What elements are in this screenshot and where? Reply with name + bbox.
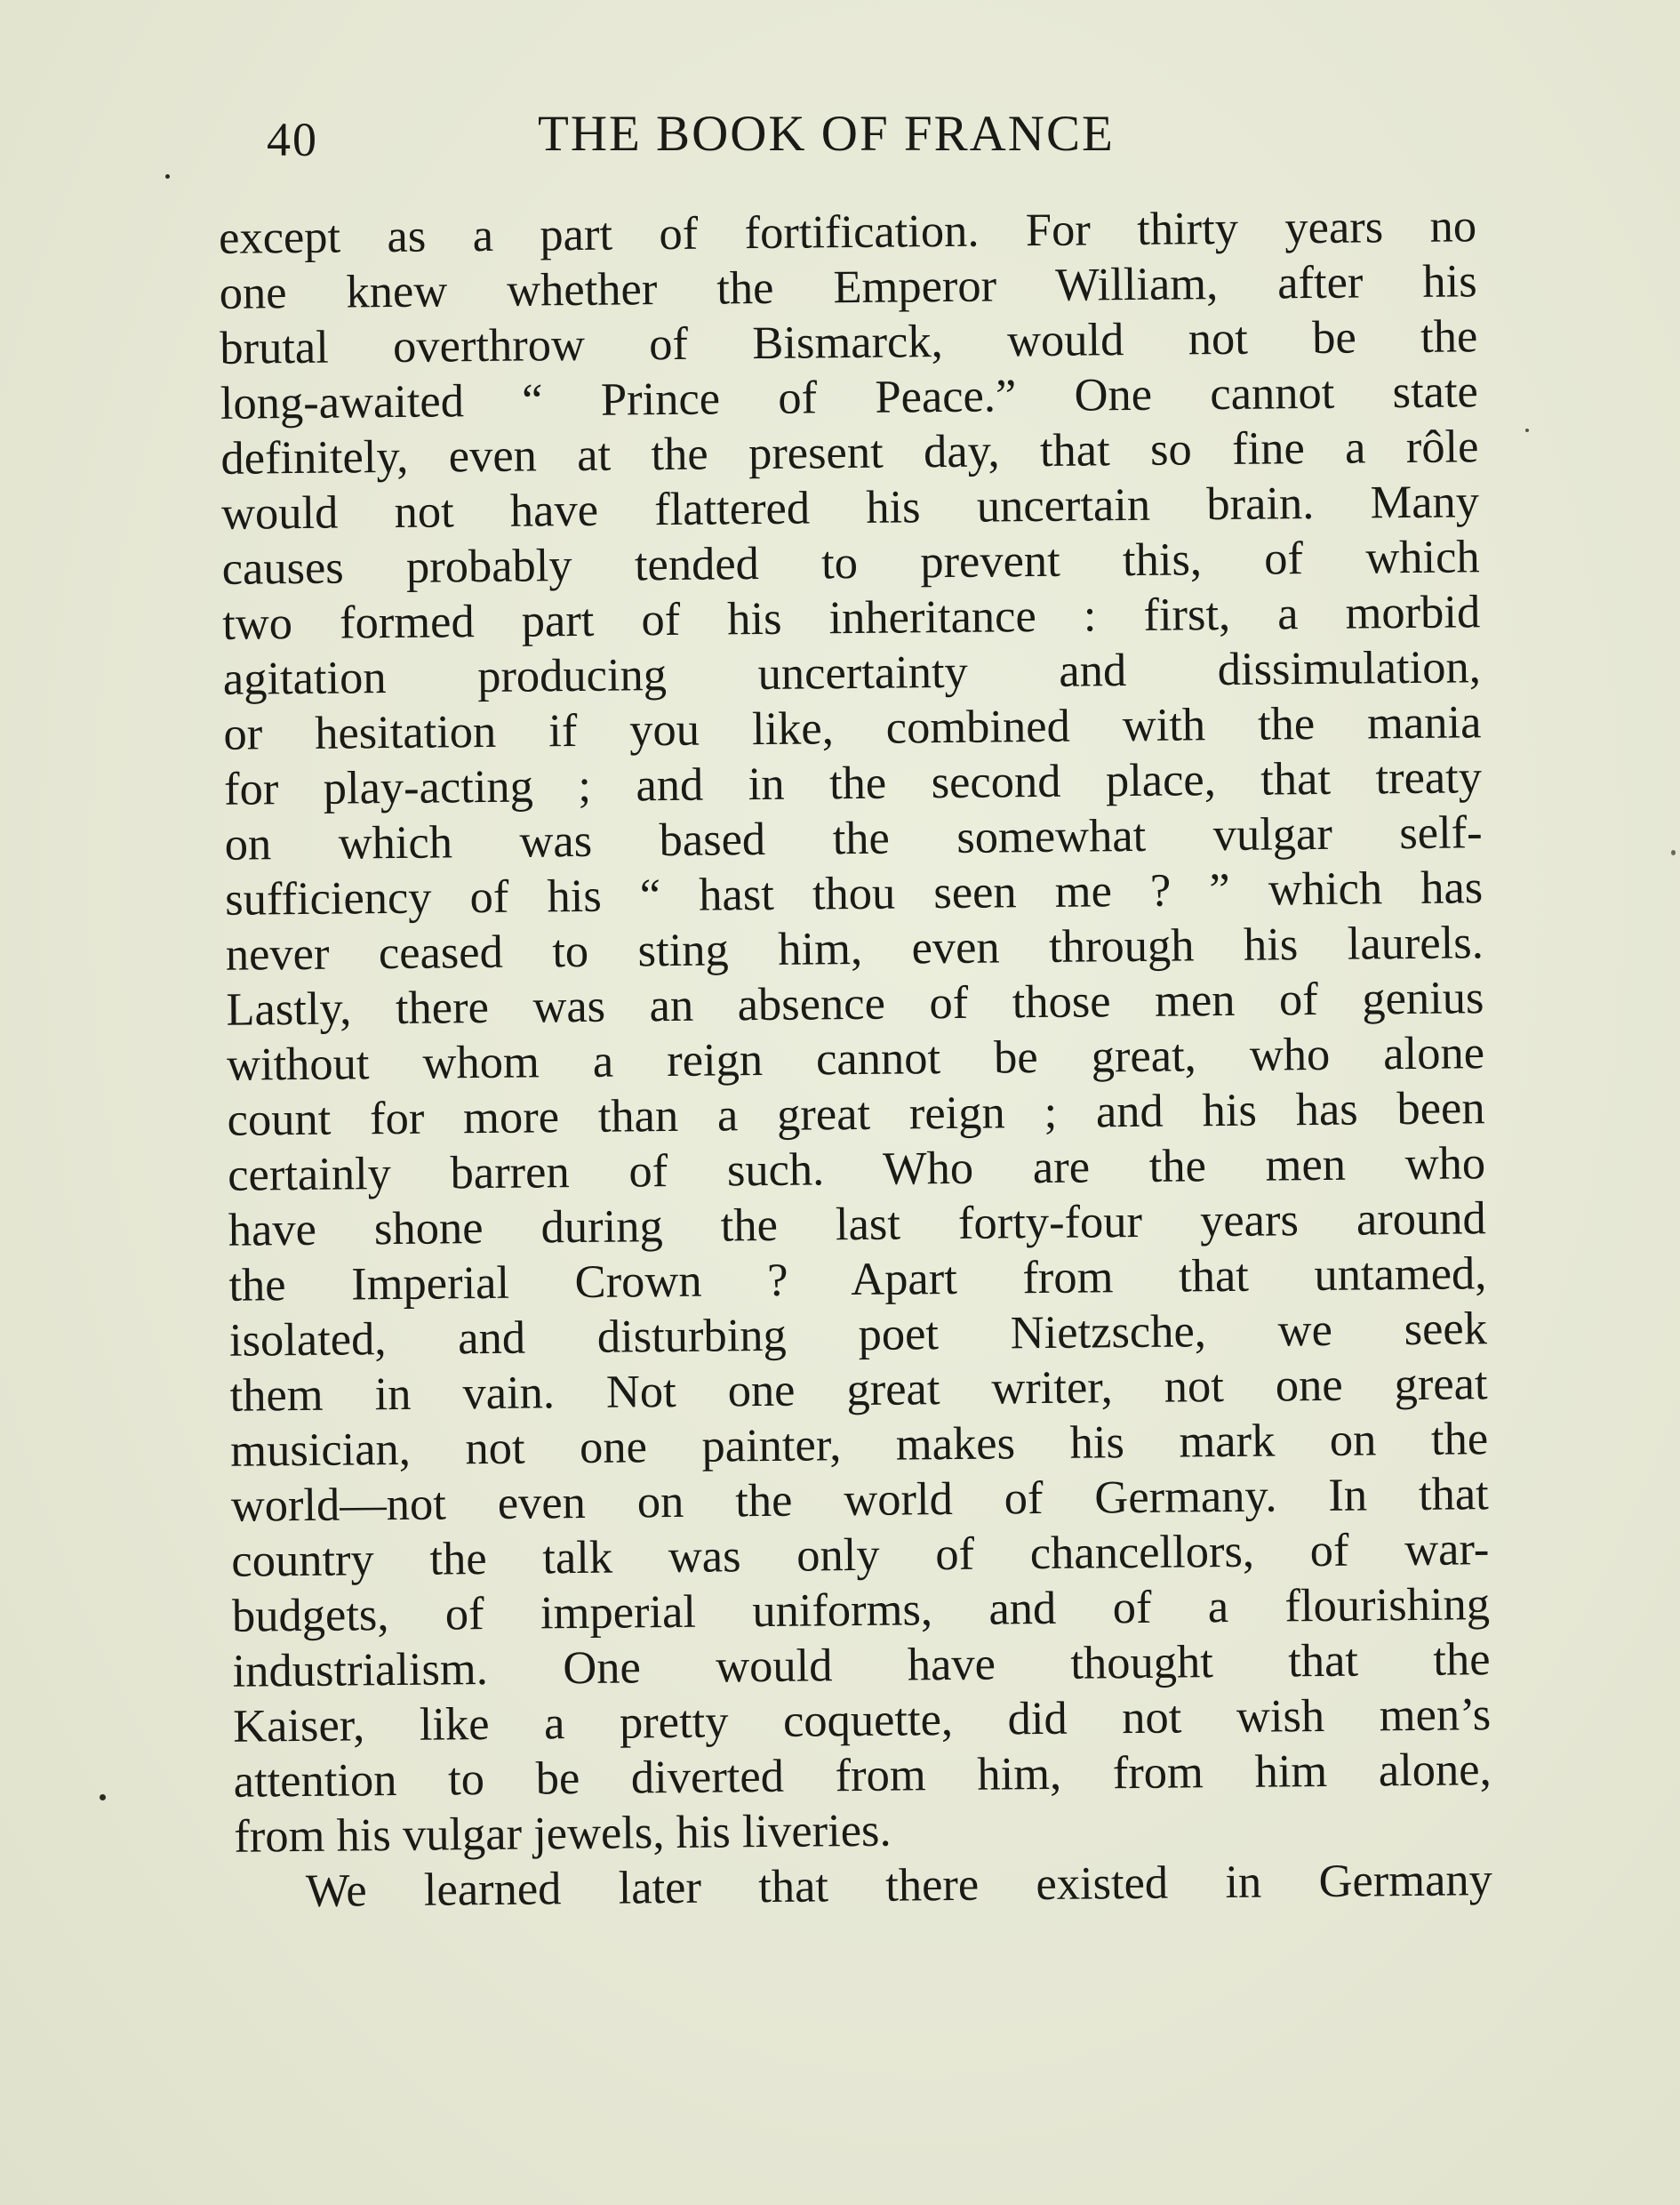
running-head (267, 105, 1204, 167)
paper-speck (165, 174, 170, 179)
text-line: on which was based the somewhat vulgar self- (224, 806, 1483, 870)
page-number: 40 (267, 113, 318, 166)
text-line: them in vain. Not one great writer, not one great (229, 1358, 1488, 1422)
text-line: agitation producing uncertainty and dissimulation, (222, 641, 1482, 705)
text-line: brutal overthrow of Bismarck, would not be the (220, 310, 1478, 374)
text-line: the Imperial Crown ? Apart from that untamed, (228, 1247, 1487, 1311)
text-line: count for more than a great reign ; and his has been (227, 1082, 1485, 1146)
text-line: one knew whether the Emperor William, after his (219, 255, 1477, 319)
text-line: from his vulgar jewels, his liveries. (234, 1804, 892, 1863)
text-line: for play-acting ; and in the second place, that treaty (223, 751, 1483, 815)
text-line: definitely, even at the present day, that so fine a rôle (220, 421, 1479, 485)
paper-speck (100, 1794, 106, 1800)
text-line: long-awaited “ Prince of Peace.” One cannot state (220, 365, 1479, 429)
text-line: would not have flattered his uncertain brain. Many (220, 476, 1480, 540)
text-line: without whom a reign cannot be great, who alone (226, 1027, 1485, 1091)
paper-speck (1525, 429, 1529, 432)
text-line: industrialism. One would have thought that the (232, 1633, 1491, 1697)
text-line: have shone during the last forty-four years around (228, 1192, 1487, 1256)
text-line: Lastly, there was an absence of those men of genius (226, 972, 1484, 1036)
paragraph-first-line: We learned later that there existed in Germany (305, 1854, 1493, 1917)
text-line: certainly barren of such. Who are the men who (227, 1137, 1486, 1201)
text-line: two formed part of his inheritance : first, a morbid (221, 586, 1481, 650)
text-line: never ceased to sting him, even through his laurels. (225, 917, 1484, 981)
text-line: budgets, of imperial uniforms, and of a flourishing (231, 1578, 1491, 1642)
text-line: sufficiency of his “ hast thou seen me ? ” which has (224, 862, 1484, 926)
text-line: except as a part of fortification. For thirty years no (218, 200, 1477, 264)
text-line: isolated, and disturbing poet Nietzsche, we seek (228, 1303, 1488, 1367)
text-line: attention to be diverted from him, from him alone, (233, 1744, 1492, 1808)
text-line: musician, not one painter, makes his mark on the (229, 1413, 1489, 1477)
text-line: causes probably tended to prevent this, of which (221, 531, 1480, 595)
text-line: country the talk was only of chancellors, of war- (231, 1523, 1490, 1587)
paper-speck (1671, 850, 1676, 855)
text-line: world—not even on the world of Germany. In that (230, 1468, 1490, 1532)
book-title: THE BOOK OF FRANCE (538, 106, 1115, 162)
body-text (219, 198, 1492, 1919)
text-line: Kaiser, like a pretty coquette, did not wish men’s (232, 1688, 1492, 1752)
text-line: or hesitation if you like, combined with the mania (223, 696, 1482, 760)
